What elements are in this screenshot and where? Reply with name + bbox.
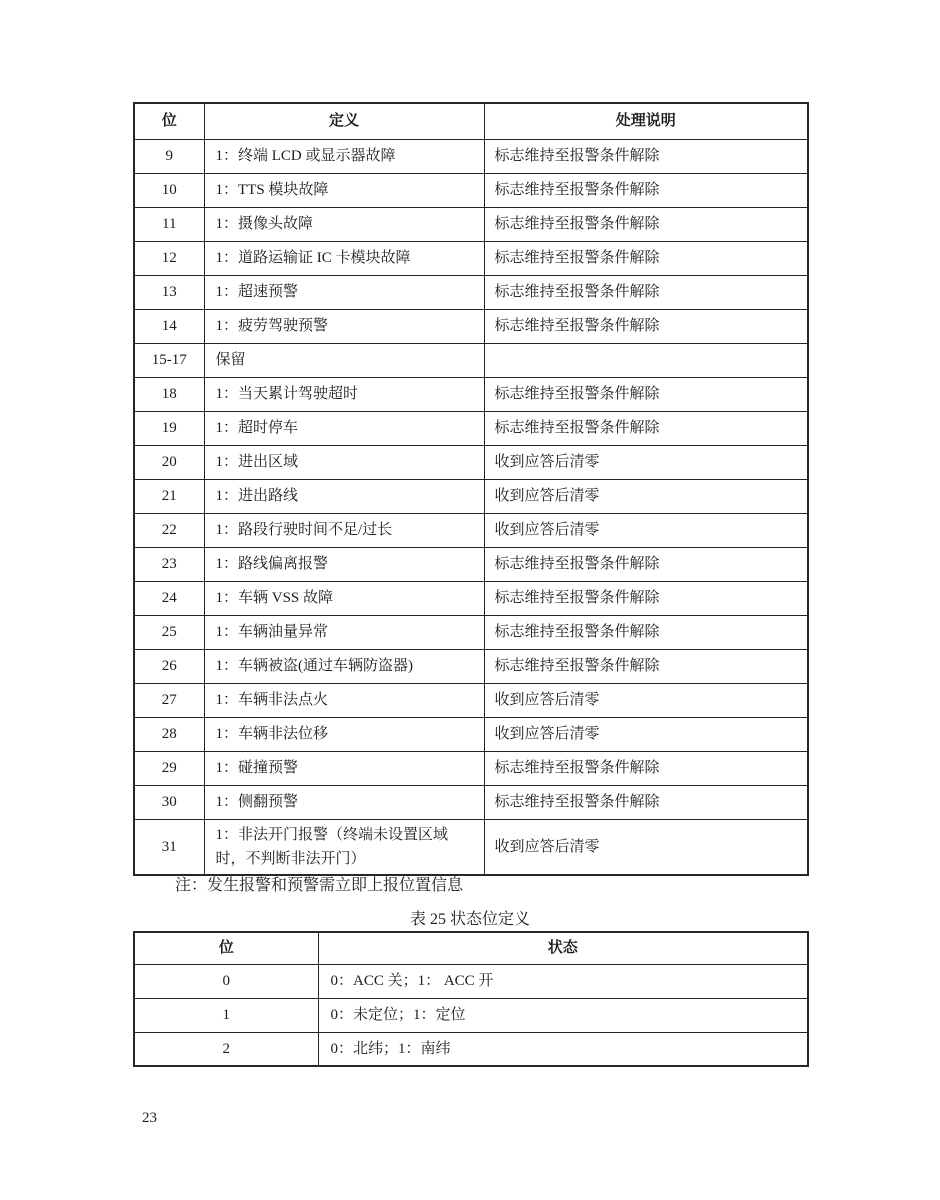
alarm-header-handling: 处理说明 <box>484 103 808 139</box>
bit-cell: 2 <box>134 1032 318 1066</box>
definition-cell: 1：非法开门报警（终端未设置区域时，不判断非法开门） <box>204 819 484 875</box>
bit-cell: 9 <box>134 139 204 173</box>
definition-cell: 1：路段行驶时间不足/过长 <box>204 513 484 547</box>
definition-cell: 1：车辆被盗(通过车辆防盗器) <box>204 649 484 683</box>
table-row <box>134 649 808 683</box>
bit-cell: 29 <box>134 751 204 785</box>
alarm-header-bit: 位 <box>134 103 204 139</box>
handling-cell: 标志维持至报警条件解除 <box>484 241 808 275</box>
handling-cell: 标志维持至报警条件解除 <box>484 173 808 207</box>
definition-cell: 1：疲劳驾驶预警 <box>204 309 484 343</box>
state-cell: 0：未定位；1：定位 <box>318 998 808 1032</box>
handling-cell: 收到应答后清零 <box>484 445 808 479</box>
table-row <box>134 513 808 547</box>
table-row <box>134 207 808 241</box>
alarm-bits-table <box>133 102 809 876</box>
bit-cell: 20 <box>134 445 204 479</box>
handling-cell: 收到应答后清零 <box>484 717 808 751</box>
definition-cell: 1：路线偏离报警 <box>204 547 484 581</box>
definition-cell: 1：超速预警 <box>204 275 484 309</box>
table-row <box>134 445 808 479</box>
bit-cell: 10 <box>134 173 204 207</box>
handling-cell: 标志维持至报警条件解除 <box>484 581 808 615</box>
definition-cell: 1：车辆 VSS 故障 <box>204 581 484 615</box>
definition-cell: 1：车辆油量异常 <box>204 615 484 649</box>
handling-cell: 标志维持至报警条件解除 <box>484 751 808 785</box>
bit-cell: 27 <box>134 683 204 717</box>
bit-cell: 30 <box>134 785 204 819</box>
handling-cell: 收到应答后清零 <box>484 683 808 717</box>
table-row <box>134 615 808 649</box>
table-footnote: 注：发生报警和预警需立即上报位置信息 <box>175 877 464 894</box>
bit-cell: 13 <box>134 275 204 309</box>
table-row <box>134 819 808 875</box>
definition-cell: 1：碰撞预警 <box>204 751 484 785</box>
table-row <box>134 139 808 173</box>
bit-cell: 28 <box>134 717 204 751</box>
table-row <box>134 377 808 411</box>
handling-cell: 标志维持至报警条件解除 <box>484 139 808 173</box>
handling-cell: 标志维持至报警条件解除 <box>484 275 808 309</box>
bit-cell: 19 <box>134 411 204 445</box>
table-row <box>134 309 808 343</box>
handling-cell: 标志维持至报警条件解除 <box>484 377 808 411</box>
handling-cell: 收到应答后清零 <box>484 819 808 875</box>
table-row <box>134 411 808 445</box>
handling-cell: 标志维持至报警条件解除 <box>484 309 808 343</box>
table-row <box>134 785 808 819</box>
table-row <box>134 683 808 717</box>
definition-cell: 1：进出路线 <box>204 479 484 513</box>
handling-cell: 标志维持至报警条件解除 <box>484 547 808 581</box>
state-cell: 0：ACC 关；1： ACC 开 <box>318 964 808 998</box>
handling-cell: 标志维持至报警条件解除 <box>484 785 808 819</box>
table-row <box>134 964 808 998</box>
definition-cell: 1：道路运输证 IC 卡模块故障 <box>204 241 484 275</box>
status-header-state: 状态 <box>318 932 808 964</box>
table-row <box>134 1032 808 1066</box>
bit-cell: 14 <box>134 309 204 343</box>
table-row <box>134 173 808 207</box>
table-row <box>134 241 808 275</box>
definition-cell: 1：当天累计驾驶超时 <box>204 377 484 411</box>
definition-cell: 1：超时停车 <box>204 411 484 445</box>
bit-cell: 18 <box>134 377 204 411</box>
bit-cell: 11 <box>134 207 204 241</box>
status-bits-table <box>133 931 809 1067</box>
alarm-header-definition: 定义 <box>204 103 484 139</box>
table-row <box>134 581 808 615</box>
table-row <box>134 998 808 1032</box>
bit-cell: 0 <box>134 964 318 998</box>
definition-cell: 1：侧翻预警 <box>204 785 484 819</box>
definition-cell: 保留 <box>204 343 484 377</box>
table-row <box>134 343 808 377</box>
table25-caption: 表 25 状态位定义 <box>409 911 530 928</box>
bit-cell: 1 <box>134 998 318 1032</box>
handling-cell: 标志维持至报警条件解除 <box>484 411 808 445</box>
handling-cell: 标志维持至报警条件解除 <box>484 649 808 683</box>
table-row <box>134 479 808 513</box>
bit-cell: 15-17 <box>134 343 204 377</box>
bit-cell: 25 <box>134 615 204 649</box>
handling-cell: 收到应答后清零 <box>484 513 808 547</box>
status-header-bit: 位 <box>134 932 318 964</box>
bit-cell: 24 <box>134 581 204 615</box>
definition-cell: 1：TTS 模块故障 <box>204 173 484 207</box>
table-row <box>134 751 808 785</box>
status-table-header-row <box>134 932 808 964</box>
table-row <box>134 547 808 581</box>
handling-cell <box>484 343 808 377</box>
handling-cell: 收到应答后清零 <box>484 479 808 513</box>
bit-cell: 21 <box>134 479 204 513</box>
definition-cell: 1：车辆非法点火 <box>204 683 484 717</box>
state-cell: 0：北纬；1：南纬 <box>318 1032 808 1066</box>
handling-cell: 标志维持至报警条件解除 <box>484 615 808 649</box>
page-number: 23 <box>142 1110 157 1126</box>
table-row <box>134 275 808 309</box>
table-row <box>134 717 808 751</box>
bit-cell: 26 <box>134 649 204 683</box>
definition-cell: 1：进出区域 <box>204 445 484 479</box>
alarm-table-header-row <box>134 103 808 139</box>
handling-cell: 标志维持至报警条件解除 <box>484 207 808 241</box>
definition-cell: 1：终端 LCD 或显示器故障 <box>204 139 484 173</box>
bit-cell: 12 <box>134 241 204 275</box>
bit-cell: 22 <box>134 513 204 547</box>
bit-cell: 23 <box>134 547 204 581</box>
bit-cell: 31 <box>134 819 204 875</box>
definition-cell: 1：摄像头故障 <box>204 207 484 241</box>
definition-cell: 1：车辆非法位移 <box>204 717 484 751</box>
